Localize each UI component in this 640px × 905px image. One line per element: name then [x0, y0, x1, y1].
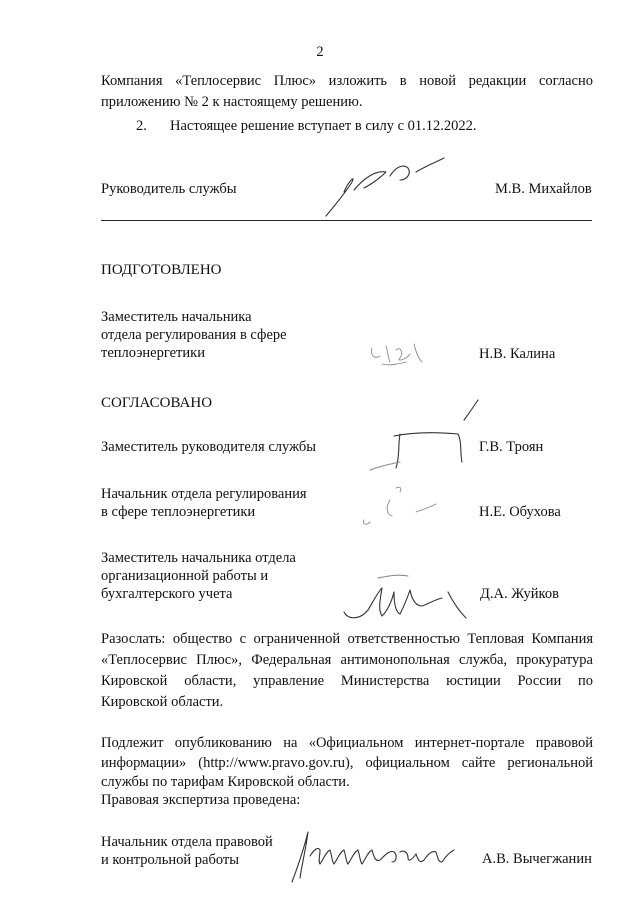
- head-divider: [101, 220, 592, 221]
- distribution-line-4: Кировской области.: [101, 694, 224, 710]
- head-name: М.В. Михайлов: [495, 181, 592, 197]
- item-number: 2.: [136, 118, 147, 134]
- obukhova-position-line-2: в сфере теплоэнергетики: [101, 504, 256, 520]
- legal-head-position-line-2: и контрольной работы: [101, 852, 239, 868]
- intro-line-1: Компания «Теплосервис Плюс» изложить в новой редакции согласно: [101, 73, 593, 89]
- head-signature: [318, 152, 458, 222]
- distribution-line-2: «Теплосервис Плюс», Федеральная антимонопольная служба, прокуратура: [101, 652, 593, 668]
- prepared-heading: ПОДГОТОВЛЕНО: [101, 262, 222, 278]
- troyan-signature: [364, 398, 484, 478]
- publication-line-2: информации» (http://www.pravo.gov.ru), официальном сайте региональной: [101, 755, 593, 771]
- prepared-position-line-2: отдела регулирования в сфере: [101, 327, 287, 343]
- obukhova-position-line-1: Начальник отдела регулирования: [101, 486, 307, 502]
- legal-head-name: А.В. Вычегжанин: [482, 851, 592, 867]
- troyan-position: Заместитель руководителя службы: [101, 439, 317, 455]
- prepared-position-line-1: Заместитель начальника: [101, 309, 252, 325]
- legal-head-position-line-1: Начальник отдела правовой: [101, 834, 273, 850]
- zhuikov-position-line-1: Заместитель начальника отдела: [101, 550, 296, 566]
- head-position: Руководитель службы: [101, 181, 237, 197]
- zhuikov-signature: [338, 570, 478, 626]
- vychegzhanin-signature: [282, 822, 462, 886]
- zhuikov-name: Д.А. Жуйков: [480, 586, 559, 602]
- publication-line-3: службы по тарифам Кировской области.: [101, 774, 350, 790]
- agreed-heading: СОГЛАСОВАНО: [101, 395, 213, 411]
- obukhova-signature: [356, 480, 446, 530]
- item-text: Настоящее решение вступает в силу с 01.12.2022.: [170, 118, 477, 134]
- distribution-line-3: Кировской области, управление Министерства юстиции России по: [101, 673, 593, 689]
- publication-line-1: Подлежит опубликованию на «Официальном интернет-портале правовой: [101, 735, 593, 751]
- zhuikov-position-line-3: бухгалтерского учета: [101, 586, 233, 602]
- page-number: 2: [316, 44, 324, 60]
- intro-line-2: приложению № 2 к настоящему решению.: [101, 94, 363, 110]
- legal-review-note: Правовая экспертиза проведена:: [101, 792, 301, 808]
- prepared-position-line-3: теплоэнергетики: [101, 345, 205, 361]
- distribution-line-1: Разослать: общество с ограниченной ответственностью Тепловая Компания: [101, 631, 593, 647]
- troyan-name: Г.В. Троян: [479, 439, 544, 455]
- zhuikov-position-line-2: организационной работы и: [101, 568, 269, 584]
- prepared-name: Н.В. Калина: [479, 346, 556, 362]
- obukhova-name: Н.Е. Обухова: [479, 504, 561, 520]
- kalina-signature: [366, 338, 436, 370]
